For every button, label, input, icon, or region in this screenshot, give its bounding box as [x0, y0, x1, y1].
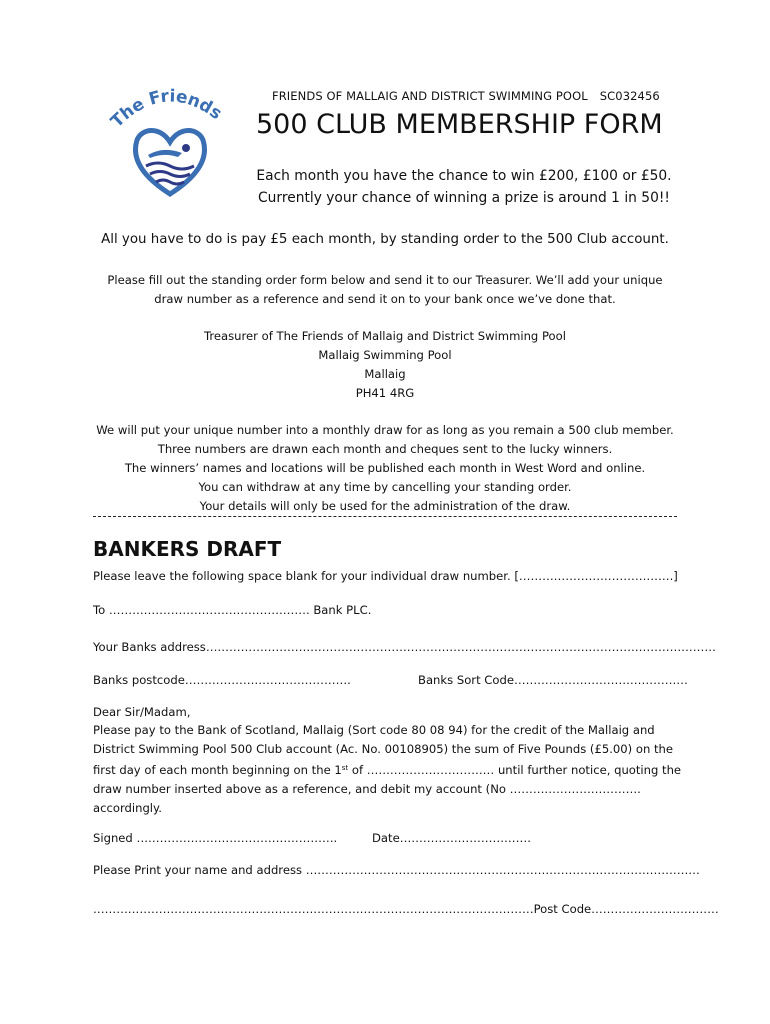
- heart-outline: [135, 131, 204, 195]
- organisation-line: [272, 89, 660, 103]
- address-line-2: Mallaig Swimming Pool: [318, 348, 452, 362]
- ordinal-suffix: st: [341, 764, 349, 772]
- chance-line: Currently your chance of winning a prize is around 1 in 50!!: [258, 190, 670, 206]
- instruction-text-1: Please pay to the Bank of Scotland, Mallaig (Sort code 80 08 94) for the credit of the Mallaig and District Swimming Pool 500 Club account (Ac. No. 00108905) the sum of Five Pounds (£5.00) on the first day of each month beginning on the 1: [93, 723, 673, 777]
- instruction-paragraph: [93, 721, 683, 818]
- address-postcode-field[interactable]: ……………………………………………………………………………………………………Post Code……………………………: [93, 902, 719, 916]
- charity-number: SC032456: [599, 89, 660, 103]
- signature-field[interactable]: Signed …………………………………………….: [93, 831, 338, 845]
- bank-name-field[interactable]: To ……………………………………………. Bank PLC.: [93, 603, 372, 617]
- prize-line: Each month you have the chance to win £200, £100 or £50.: [256, 168, 672, 184]
- address-line-3: Mallaig: [364, 367, 406, 381]
- pay-line: All you have to do is pay £5 each month, by standing order to the 500 Club account.: [101, 232, 669, 247]
- bank-address-field[interactable]: Your Banks address……………………………………………………………………………………………………………………: [93, 640, 716, 654]
- wave-2: [150, 172, 190, 177]
- instruction-line-2: draw number as a reference and send it on to your bank once we’ve done that.: [154, 292, 616, 306]
- date-field[interactable]: Date…………………………….: [372, 831, 531, 845]
- bank-postcode-field[interactable]: Banks postcode…………………………………….: [93, 673, 351, 687]
- name-address-field[interactable]: Please Print your name and address …………………………………………………………………………………………: [93, 863, 700, 877]
- org-name: FRIENDS OF MALLAIG AND DISTRICT SWIMMING POOL: [272, 89, 588, 103]
- address-line-1: Treasurer of The Friends of Mallaig and District Swimming Pool: [204, 329, 566, 343]
- swimmer-body: [148, 150, 182, 158]
- cut-line: [93, 516, 677, 517]
- info-line-1: We will put your unique number into a monthly draw for as long as you remain a 500 club member.: [96, 423, 674, 437]
- instruction-line-1: Please fill out the standing order form below and send it to our Treasurer. We’ll add your unique: [107, 273, 663, 287]
- wave-1: [146, 163, 194, 169]
- wave-3: [156, 180, 184, 184]
- swimmer-head: [182, 144, 190, 152]
- friends-logo: [104, 88, 234, 204]
- info-line-2: Three numbers are drawn each month and cheques sent to the lucky winners.: [157, 442, 613, 456]
- instruction-text-2: of …………………………… until further notice, quoting the draw number inserted above as a reference, and debit my account (No ……………………………. accordingly.: [93, 763, 682, 815]
- form-title: 500 CLUB MEMBERSHIP FORM: [256, 109, 663, 140]
- info-line-5: Your details will only be used for the administration of the draw.: [199, 499, 571, 513]
- info-line-4: You can withdraw at any time by cancelling your standing order.: [198, 480, 572, 494]
- salutation: Dear Sir/Madam,: [93, 705, 191, 719]
- heart-swimmer-icon: [104, 88, 234, 204]
- logo-text: The Friends: [107, 88, 226, 132]
- info-line-3: The winners’ names and locations will be published each month in West Word and online.: [124, 461, 646, 475]
- draw-number-field[interactable]: Please leave the following space blank for your individual draw number. [………………………………….]: [93, 569, 678, 583]
- bankers-draft-heading: BANKERS DRAFT: [93, 537, 282, 561]
- sort-code-field[interactable]: Banks Sort Code………………………………………: [418, 673, 688, 687]
- address-postcode: PH41 4RG: [355, 386, 415, 400]
